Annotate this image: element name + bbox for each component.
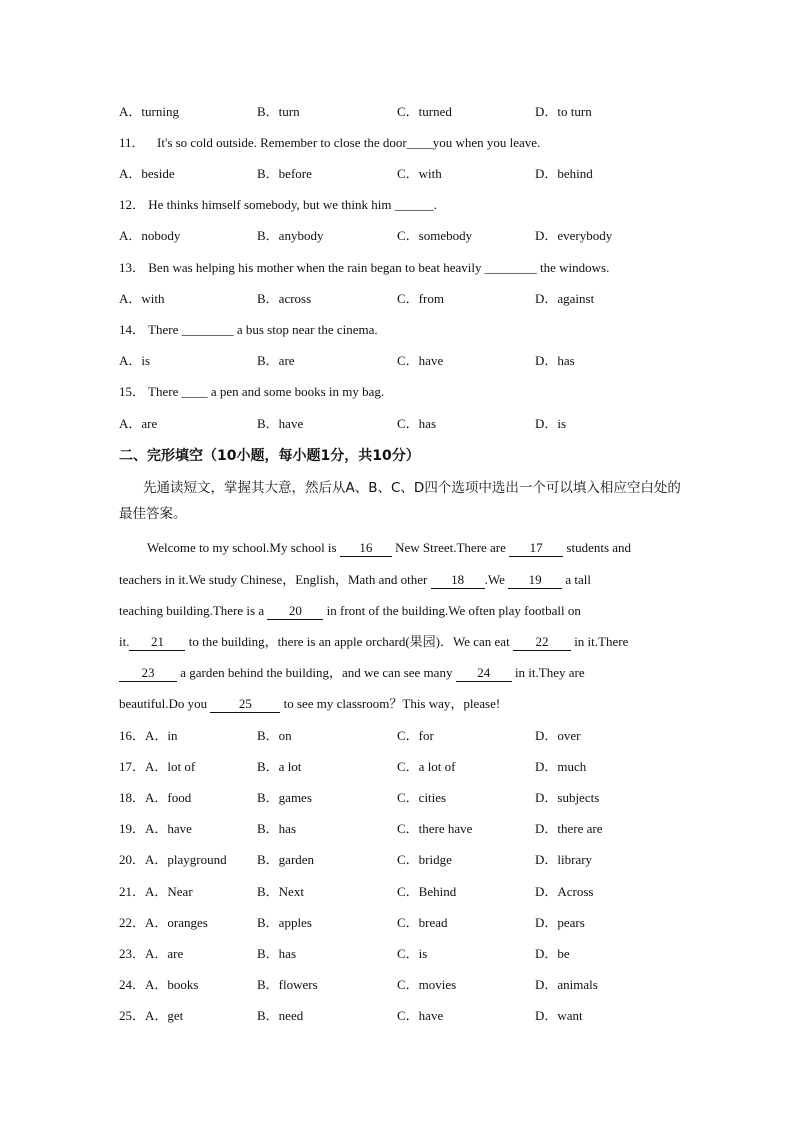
option-d: D．much: [535, 759, 587, 774]
passage-text: it.: [119, 634, 130, 649]
passage-text: New Street.There are: [391, 540, 510, 555]
option-a-text: A．oranges: [145, 915, 208, 930]
question-number: 12．: [119, 197, 146, 212]
blank-19: 19: [508, 572, 562, 589]
option-d: D．want: [535, 1008, 583, 1023]
option-d: D．be: [535, 946, 570, 961]
blank-25: 25: [210, 696, 280, 713]
question-number: 24．: [119, 977, 146, 992]
option-d: D．there are: [535, 821, 603, 836]
option-d: D．behind: [535, 166, 593, 181]
option-b: B．anybody: [257, 228, 324, 243]
question-text: It's so cold outside. Remember to close the door: [157, 135, 407, 150]
question-number: 17．: [119, 759, 146, 774]
passage-text: to see my classroom？This way，please!: [280, 696, 501, 711]
question-number: 21．: [119, 884, 146, 899]
option-c: C．there have: [397, 821, 473, 836]
option-c: C．turned: [397, 104, 452, 119]
question-number: 16．: [119, 728, 146, 743]
question-number: 18．: [119, 790, 146, 805]
option-d: D．pears: [535, 915, 585, 930]
passage-line-3: [119, 601, 581, 621]
answer-blank: ________: [484, 260, 537, 275]
option-a: [119, 975, 198, 995]
option-c: C．is: [397, 946, 428, 961]
option-a: [119, 788, 191, 808]
option-c: C．cities: [397, 790, 447, 805]
option-c: C．bridge: [397, 852, 452, 867]
option-b: B．has: [257, 946, 297, 961]
option-a: A．nobody: [119, 228, 181, 243]
option-a: [119, 726, 178, 746]
option-b: B．need: [257, 1008, 304, 1023]
passage-text: a tall: [562, 572, 592, 587]
question-text-end: the windows.: [536, 260, 610, 275]
option-a-text: A．have: [145, 821, 192, 836]
option-a-text: A．get: [145, 1008, 184, 1023]
option-c: C．from: [397, 291, 444, 306]
question-number: 13．: [119, 260, 146, 275]
option-a: A．are: [119, 416, 158, 431]
question-number: 20．: [119, 852, 146, 867]
option-b: B．flowers: [257, 977, 318, 992]
blank-16: 16: [340, 540, 392, 557]
passage-line-5: [119, 663, 585, 683]
blank-22: 22: [513, 634, 571, 651]
answer-blank: ______: [394, 197, 434, 212]
section-instruction: [119, 475, 689, 527]
option-b: B．games: [257, 790, 312, 805]
question-text-end: .: [433, 197, 438, 212]
answer-blank: ____: [181, 384, 208, 399]
passage-text: beautiful.Do you: [119, 696, 211, 711]
question-number: 11．: [119, 135, 145, 150]
question-number: 23．: [119, 946, 146, 961]
option-a: [119, 757, 195, 777]
option-a: [119, 944, 183, 964]
option-d: D．over: [535, 728, 581, 743]
option-b: B．a lot: [257, 759, 302, 774]
question-text-end: a bus stop near the cinema.: [233, 322, 378, 337]
blank-23: 23: [119, 665, 177, 682]
option-c: C．have: [397, 1008, 444, 1023]
option-a-text: A．Near: [145, 884, 193, 899]
passage-text: in it.There: [570, 634, 629, 649]
option-a: [119, 882, 193, 902]
option-a: [119, 850, 227, 870]
answer-blank: ____: [406, 135, 433, 150]
option-b: B．has: [257, 821, 297, 836]
option-b: B．apples: [257, 915, 312, 930]
option-b: B．Next: [257, 884, 304, 899]
option-a-text: A．are: [145, 946, 184, 961]
option-d: D．animals: [535, 977, 598, 992]
blank-18: 18: [431, 572, 485, 589]
passage-text: teaching building.There is a: [119, 603, 268, 618]
passage-line-2: [119, 570, 591, 590]
question-number: 14．: [119, 322, 146, 337]
option-d: D．to turn: [535, 104, 592, 119]
option-b: B．are: [257, 353, 295, 368]
option-c: C．with: [397, 166, 442, 181]
option-d: D．is: [535, 416, 567, 431]
passage-text: a garden behind the building，and we can see many: [177, 665, 456, 680]
option-d: D．has: [535, 353, 575, 368]
option-d: D．everybody: [535, 228, 613, 243]
passage-text: students and: [563, 540, 632, 555]
passage-text: teachers in it.We study Chinese，English，Math and other: [119, 572, 431, 587]
option-a: [119, 913, 208, 933]
option-a: A．beside: [119, 166, 175, 181]
option-a-text: A．in: [145, 728, 178, 743]
option-c: C．a lot of: [397, 759, 456, 774]
option-c: C．has: [397, 416, 437, 431]
question-text: He thinks himself somebody, but we think him: [148, 197, 395, 212]
blank-17: 17: [509, 540, 563, 557]
option-a-text: A．food: [145, 790, 192, 805]
option-a: A．is: [119, 353, 151, 368]
question-number: 22．: [119, 915, 146, 930]
option-c: C．have: [397, 353, 444, 368]
question-text-end: a pen and some books in my bag.: [207, 384, 385, 399]
passage-text: in front of the building.We often play football on: [323, 603, 581, 618]
question-text: There: [148, 384, 182, 399]
question-number: 19．: [119, 821, 146, 836]
option-a-text: A．books: [145, 977, 199, 992]
question-text-end: you when you leave.: [432, 135, 541, 150]
option-a-text: A．playground: [145, 852, 227, 867]
option-c: C．movies: [397, 977, 457, 992]
blank-21: 21: [129, 634, 185, 651]
question-13: [119, 258, 609, 278]
option-b: B．turn: [257, 104, 300, 119]
blank-20: 20: [267, 603, 323, 620]
passage-line-1: [119, 538, 631, 558]
option-c: C．bread: [397, 915, 448, 930]
instruction-text: 先通读短文，掌握其大意，然后从A、B、C、D四个选项中选出一个可以填入相应空白处的最佳答案。: [119, 480, 681, 522]
option-d: D．Across: [535, 884, 594, 899]
question-15: [119, 382, 384, 402]
passage-text: .We: [484, 572, 509, 587]
question-11: [119, 133, 540, 153]
passage-text: in it.They are: [511, 665, 585, 680]
question-12: [119, 195, 437, 215]
section-heading: 二、完形填空（10小题，每小题1分，共10分）: [119, 448, 420, 464]
question-text: There: [148, 322, 182, 337]
option-b: B．on: [257, 728, 292, 743]
option-b: B．have: [257, 416, 304, 431]
option-c: C．Behind: [397, 884, 457, 899]
passage-text: to the building，there is an apple orchard(果园)．We can eat: [185, 634, 513, 649]
question-number: 25．: [119, 1008, 146, 1023]
option-b: B．before: [257, 166, 312, 181]
option-a: A．turning: [119, 104, 179, 119]
option-b: B．garden: [257, 852, 315, 867]
question-number: 15．: [119, 384, 146, 399]
passage-line-6: [119, 694, 500, 714]
passage-text: Welcome to my school.My school is: [147, 540, 340, 555]
option-a: [119, 1006, 183, 1026]
option-b: B．across: [257, 291, 312, 306]
option-d: D．against: [535, 291, 595, 306]
answer-blank: ________: [181, 322, 234, 337]
option-d: D．library: [535, 852, 593, 867]
passage-line-4: [119, 632, 628, 652]
option-d: D．subjects: [535, 790, 600, 805]
option-a: [119, 819, 192, 839]
blank-24: 24: [456, 665, 512, 682]
question-text: Ben was helping his mother when the rain began to beat heavily: [148, 260, 485, 275]
option-a: A．with: [119, 291, 165, 306]
option-c: C．for: [397, 728, 434, 743]
option-c: C．somebody: [397, 228, 473, 243]
option-a-text: A．lot of: [145, 759, 196, 774]
question-14: [119, 320, 378, 340]
